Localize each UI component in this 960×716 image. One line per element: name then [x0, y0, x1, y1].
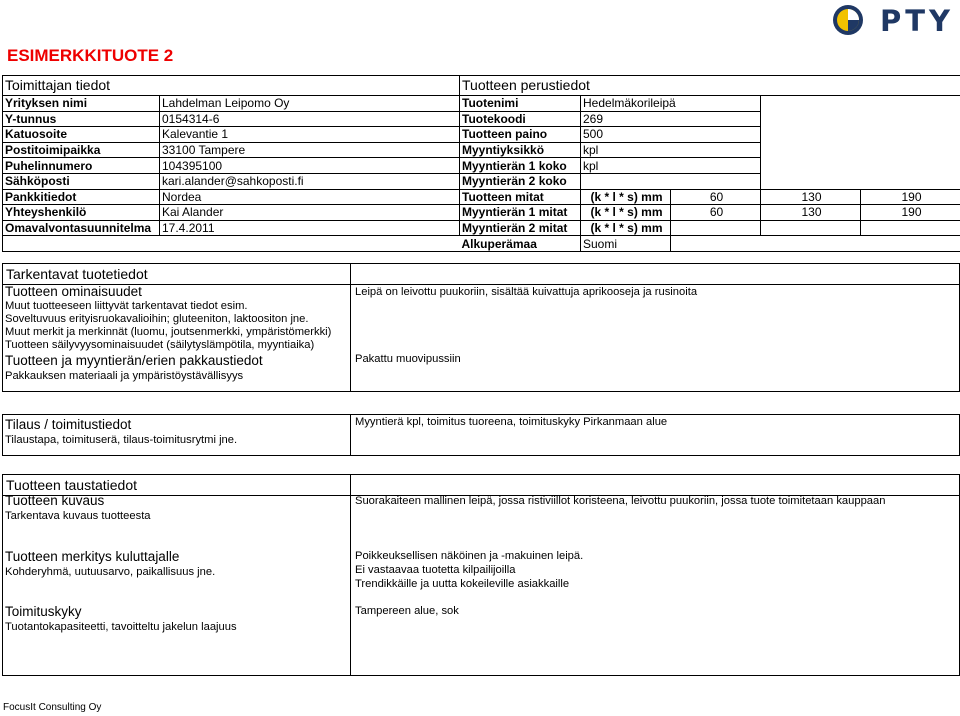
- supplier-label: Omavalvontasuunnitelma: [3, 220, 160, 236]
- product-label: Alkuperämaa: [460, 236, 581, 252]
- product-value[interactable]: kpl: [581, 142, 761, 158]
- product-value[interactable]: 269: [581, 111, 761, 127]
- meaning-subtitle: Kohderyhmä, uutuusarvo, paikallisuus jne.: [5, 566, 216, 578]
- meaning-line[interactable]: Poikkeuksellisen näköinen ja -makuinen leipä.: [355, 550, 584, 562]
- meaning-line[interactable]: Ei vastaavaa tuotetta kilpailijoilla: [355, 564, 516, 576]
- background-header: Tuotteen taustatiedot: [2, 474, 960, 496]
- product-value[interactable]: [581, 173, 761, 189]
- features-value[interactable]: Leipä on leivottu puukoriin, sisältää kuivattuja aprikooseja ja rusinoita: [355, 286, 698, 298]
- supplier-label: Yhteyshenkilö: [3, 205, 160, 221]
- table-row: [3, 127, 960, 143]
- product-value[interactable]: 500: [581, 127, 761, 143]
- dimension-length[interactable]: 130: [761, 205, 861, 221]
- logo-text: PTY: [880, 4, 955, 38]
- product-label: Myyntierän 2 mitat: [460, 220, 581, 236]
- empty-cell: [761, 111, 960, 127]
- table-row: [3, 220, 960, 236]
- dimension-height[interactable]: 60: [671, 205, 761, 221]
- product-value[interactable]: Hedelmäkorileipä: [581, 96, 761, 112]
- capacity-value[interactable]: Tampereen alue, sok: [355, 605, 459, 617]
- table-row: [3, 96, 960, 112]
- divider: [350, 414, 351, 456]
- supplier-value[interactable]: Nordea: [160, 189, 460, 205]
- dimension-length[interactable]: [761, 220, 861, 236]
- supplier-value[interactable]: Kai Alander: [160, 205, 460, 221]
- page-title: ESIMERKKITUOTE 2: [7, 46, 174, 65]
- product-label: Tuotenimi: [460, 96, 581, 112]
- divider: [350, 263, 351, 392]
- dimension-width[interactable]: [861, 220, 960, 236]
- table-row: [3, 111, 960, 127]
- features-line: Soveltuvuus erityisruokavalioihin; gluteeniton, laktoositon jne.: [5, 313, 309, 325]
- supplier-label: Pankkitiedot: [3, 189, 160, 205]
- features-line: Tuotteen säilyvyysominaisuudet (säilytyslämpötila, myyntiaika): [5, 339, 315, 351]
- capacity-subtitle: Tuotantokapasiteetti, tavoitteltu jakelun laajuus: [5, 621, 237, 633]
- dimension-unit: (k * l * s) mm: [581, 189, 671, 205]
- packaging-value[interactable]: Pakattu muovipussiin: [355, 353, 461, 365]
- supplier-value[interactable]: Kalevantie 1: [160, 127, 460, 143]
- supplier-value[interactable]: kari.alander@sahkoposti.fi: [160, 173, 460, 189]
- supplier-label: Katuosoite: [3, 127, 160, 143]
- dimension-height[interactable]: [671, 220, 761, 236]
- product-label: Myyntiyksikkö: [460, 142, 581, 158]
- product-label: Tuotteen mitat: [460, 189, 581, 205]
- packaging-title: Tuotteen ja myyntierän/erien pakkaustiedot: [5, 353, 263, 368]
- product-label: Tuotteen paino: [460, 127, 581, 143]
- table-row: [3, 142, 960, 158]
- empty-cell: [761, 96, 960, 112]
- empty-cell: [3, 236, 460, 252]
- info-table: [2, 75, 960, 252]
- empty-cell: [761, 158, 960, 174]
- supplier-value[interactable]: 104395100: [160, 158, 460, 174]
- logo-mark-icon: [828, 2, 876, 38]
- features-title: Tuotteen ominaisuudet: [5, 284, 142, 299]
- meaning-title: Tuotteen merkitys kuluttajalle: [5, 549, 180, 564]
- description-value[interactable]: Suorakaiteen mallinen leipä, jossa ristiviillot koristeena, leivottu puukoriin, jossa tuote toimitetaan kauppaan: [355, 495, 886, 507]
- description-title: Tuotteen kuvaus: [5, 493, 105, 508]
- features-line: Muut merkit ja merkinnät (luomu, joutsenmerkki, ympäristömerkki): [5, 326, 332, 338]
- description-subtitle: Tarkentava kuvaus tuotteesta: [5, 510, 151, 522]
- dimension-unit: (k * l * s) mm: [581, 220, 671, 236]
- product-label: Tuotekoodi: [460, 111, 581, 127]
- supplier-label: Puhelinnumero: [3, 158, 160, 174]
- meaning-line[interactable]: Trendikkäille ja uutta kokeileville asiakkaille: [355, 578, 570, 590]
- dimension-length[interactable]: 130: [761, 189, 861, 205]
- features-line: Muut tuotteeseen liittyvät tarkentavat tiedot esim.: [5, 300, 248, 312]
- supplier-label: Postitoimipaikka: [3, 142, 160, 158]
- supplier-label: Yrityksen nimi: [3, 96, 160, 112]
- table-row: [3, 173, 960, 189]
- empty-cell: [761, 127, 960, 143]
- empty-cell: [761, 142, 960, 158]
- product-header: Tuotteen perustiedot: [460, 76, 960, 96]
- details-header: Tarkentavat tuotetiedot: [2, 263, 960, 285]
- dimension-width[interactable]: 190: [861, 189, 960, 205]
- product-value[interactable]: kpl: [581, 158, 761, 174]
- footer-text: FocusIt Consulting Oy: [3, 702, 102, 713]
- packaging-subtitle: Pakkauksen materiaali ja ympäristöystävällisyys: [5, 370, 244, 382]
- product-value[interactable]: Suomi: [581, 236, 671, 252]
- supplier-label: Sähköposti: [3, 173, 160, 189]
- divider: [350, 474, 351, 676]
- order-subtitle: Tilaustapa, toimituserä, tilaus-toimitusrytmi jne.: [5, 434, 238, 446]
- empty-cell: [761, 173, 960, 189]
- order-title: Tilaus / toimitustiedot: [5, 417, 132, 432]
- product-label: Myyntierän 1 mitat: [460, 205, 581, 221]
- supplier-header: Toimittajan tiedot: [3, 76, 460, 96]
- table-row: [3, 205, 960, 221]
- supplier-value[interactable]: 17.4.2011: [160, 220, 460, 236]
- supplier-label: Y-tunnus: [3, 111, 160, 127]
- supplier-value[interactable]: 33100 Tampere: [160, 142, 460, 158]
- product-label: Myyntierän 2 koko: [460, 173, 581, 189]
- capacity-title: Toimituskyky: [5, 604, 82, 619]
- dimension-unit: (k * l * s) mm: [581, 205, 671, 221]
- table-row: [3, 236, 960, 252]
- table-row: [3, 189, 960, 205]
- empty-cell: [671, 236, 960, 252]
- supplier-value[interactable]: Lahdelman Leipomo Oy: [160, 96, 460, 112]
- dimension-width[interactable]: 190: [861, 205, 960, 221]
- table-row: [3, 158, 960, 174]
- dimension-height[interactable]: 60: [671, 189, 761, 205]
- supplier-value[interactable]: 0154314-6: [160, 111, 460, 127]
- product-label: Myyntierän 1 koko: [460, 158, 581, 174]
- order-value[interactable]: Myyntierä kpl, toimitus tuoreena, toimituskyky Pirkanmaan alue: [355, 416, 668, 428]
